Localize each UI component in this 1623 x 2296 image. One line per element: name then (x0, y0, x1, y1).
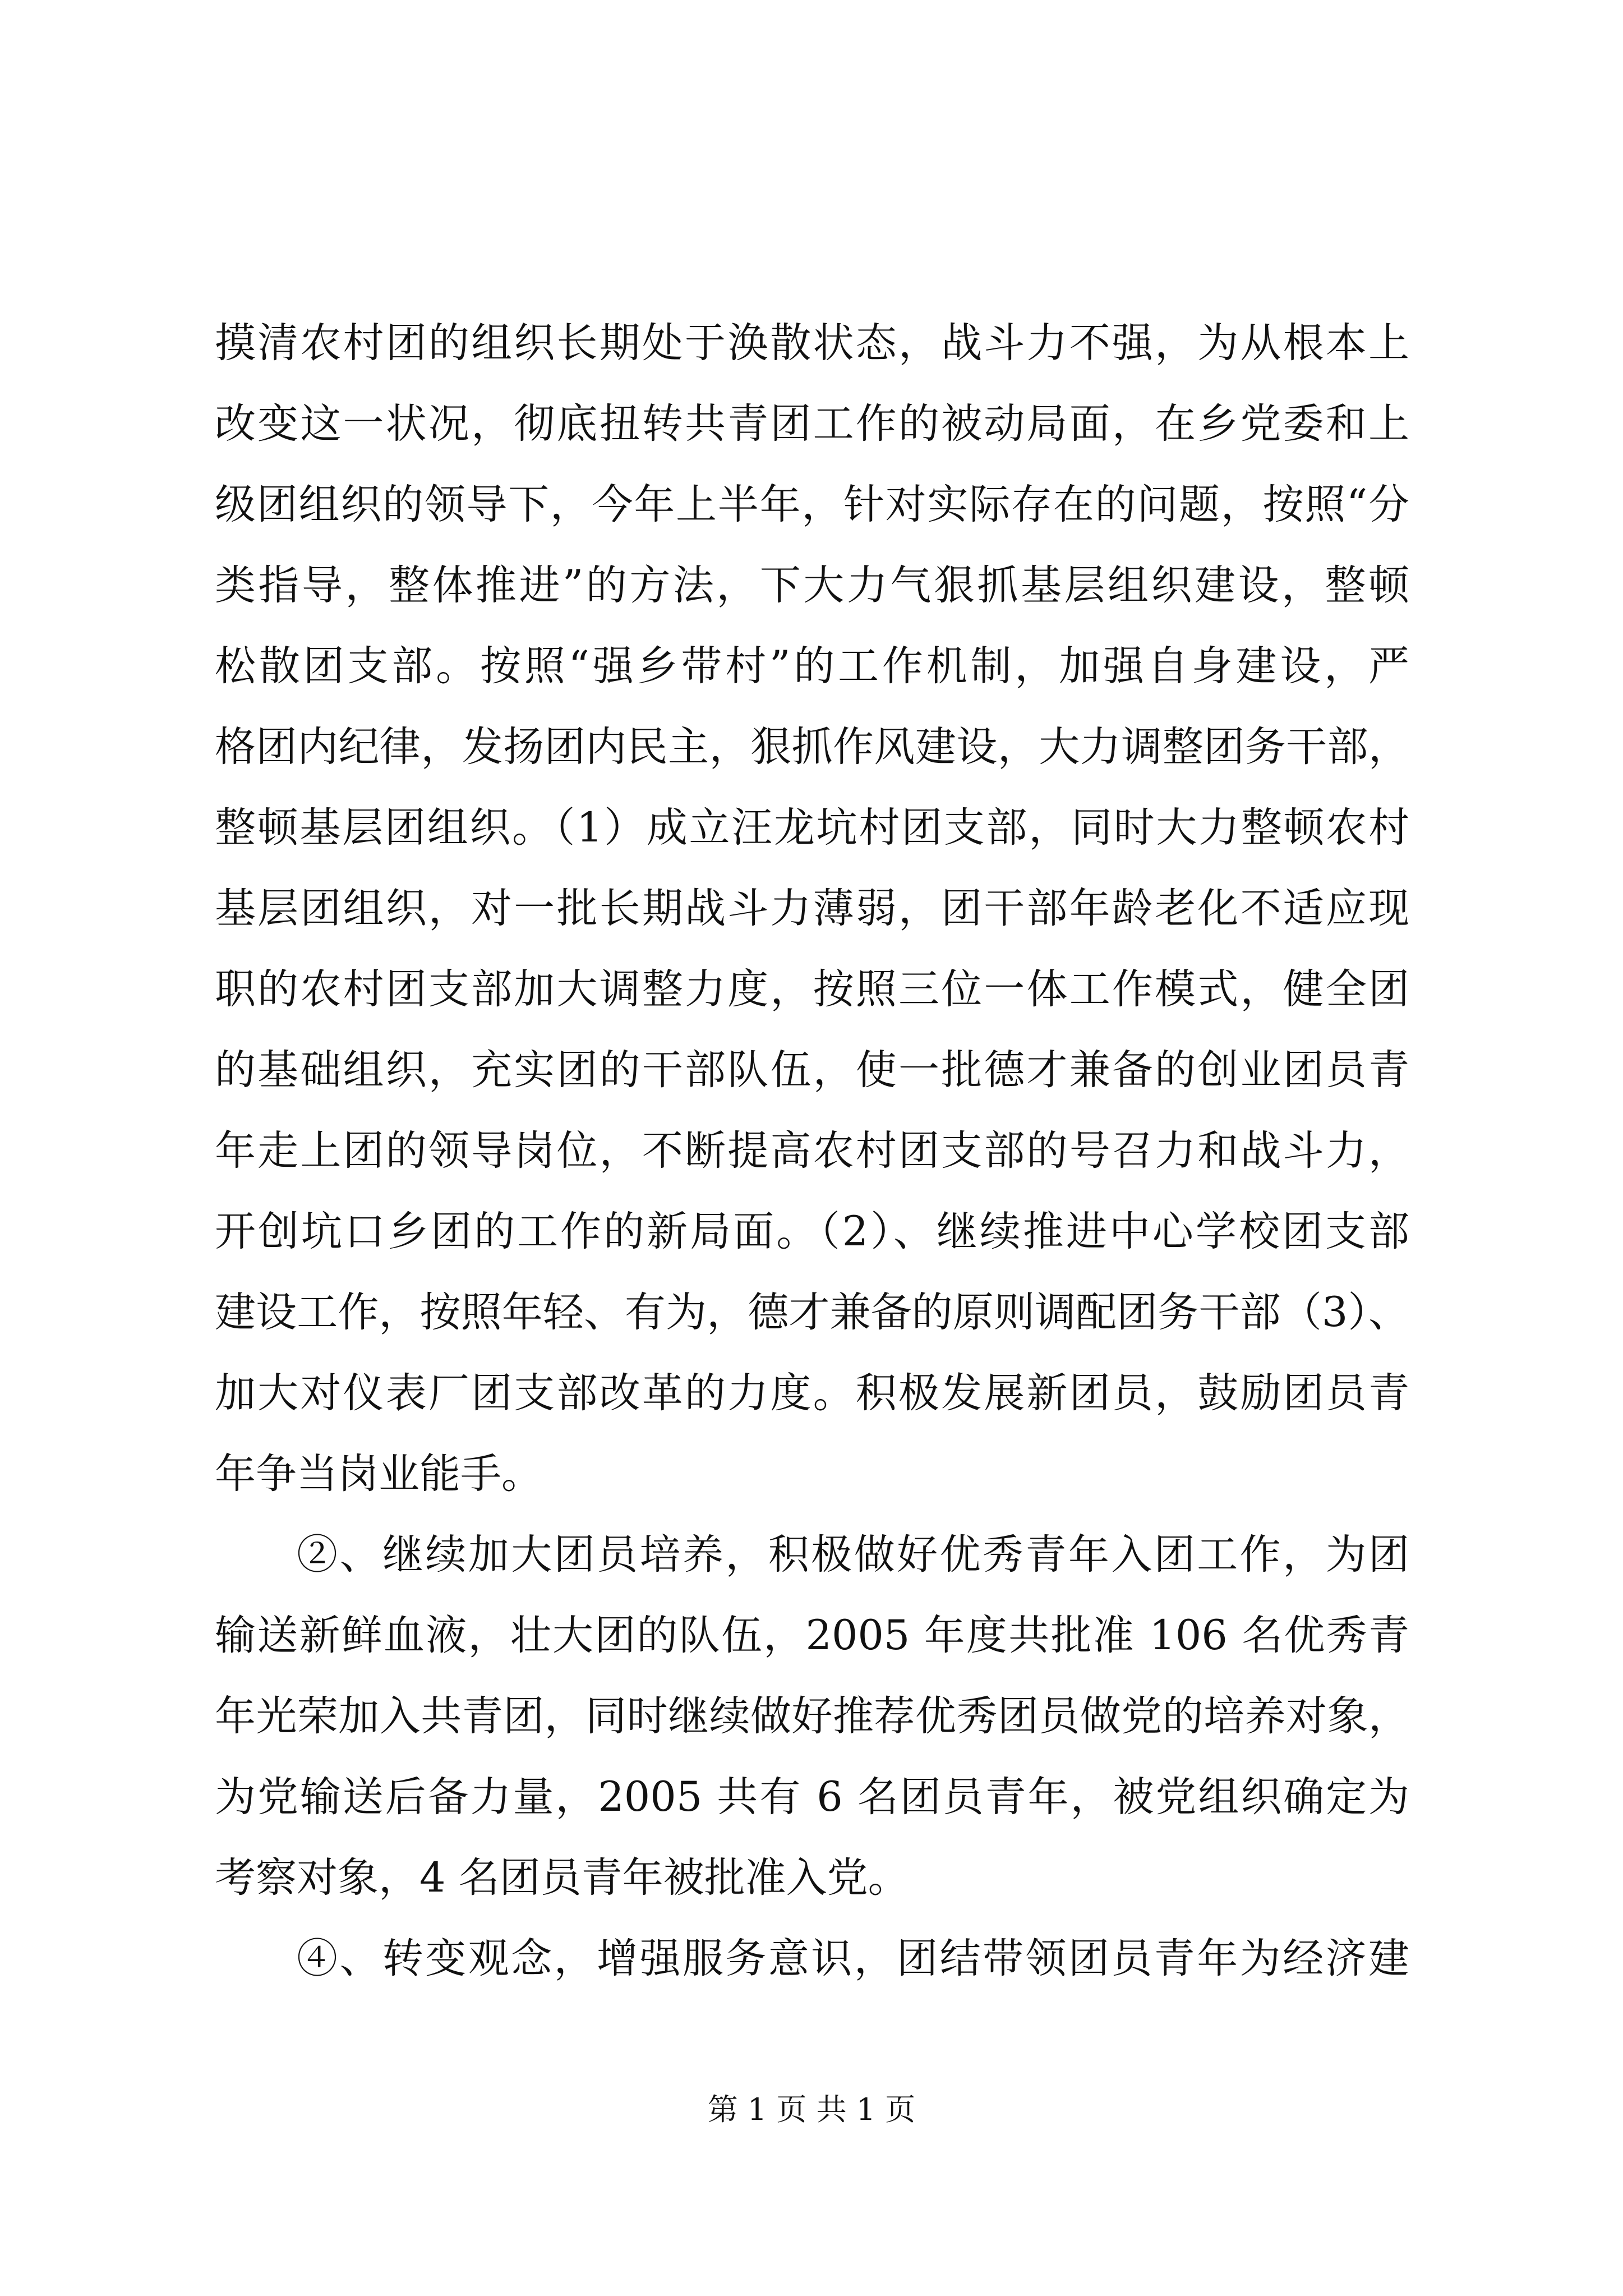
text-line: 基层团组织，对一批长期战斗力薄弱，团干部年龄老化不适应现 (215, 885, 1409, 932)
text-line: 改变这一状况，彻底扭转共青团工作的被动局面，在乡党委和上 (215, 400, 1409, 448)
text-line: 年争当岗业能手。 (215, 1450, 542, 1498)
text-line: 为党输送后备力量，2005 共有 6 名团员青年，被党组织确定为 (215, 1773, 1409, 1821)
text-line: 整顿基层团组织。（1）成立汪龙坑村团支部，同时大力整顿农村 (215, 804, 1409, 852)
text-line: 年走上团的领导岗位，不断提高农村团支部的号召力和战斗力， (215, 1127, 1409, 1175)
text-line: ④、转变观念，增强服务意识，团结带领团员青年为经济建 (297, 1935, 1409, 1982)
text-line: 类指导，整体推进”的方法，下大力气狠抓基层组织建设，整顿 (215, 562, 1409, 609)
text-line: ②、继续加大团员培养，积极做好优秀青年入团工作，为团 (297, 1531, 1409, 1579)
text-line: 年光荣加入共青团，同时继续做好推荐优秀团员做党的培养对象， (215, 1692, 1409, 1740)
text-line: 输送新鲜血液，壮大团的队伍，2005 年度共批准 106 名优秀青 (215, 1612, 1409, 1659)
body-text (215, 303, 1409, 1999)
text-line: 摸清农村团的组织长期处于涣散状态，战斗力不强，为从根本上 (215, 319, 1409, 367)
text-line: 加大对仪表厂团支部改革的力度。积极发展新团员，鼓励团员青 (215, 1369, 1409, 1417)
text-line: 建设工作，按照年轻、有为，德才兼备的原则调配团务干部（3）、 (215, 1289, 1409, 1336)
page-number-footer: 第 1 页 共 1 页 (707, 2092, 916, 2127)
text-line: 职的农村团支部加大调整力度，按照三位一体工作模式，健全团 (215, 965, 1409, 1013)
text-line: 格团内纪律，发扬团内民主，狠抓作风建设，大力调整团务干部， (215, 723, 1409, 771)
text-line: 级团组织的领导下，今年上半年，针对实际存在的问题，按照“分 (215, 481, 1409, 528)
text-line: 开创坑口乡团的工作的新局面。（2）、继续推进中心学校团支部 (215, 1208, 1409, 1255)
text-line: 的基础组织，充实团的干部队伍，使一批德才兼备的创业团员青 (215, 1046, 1409, 1094)
text-line: 考察对象，4 名团员青年被批准入党。 (215, 1854, 909, 1902)
text-line: 松散团支部。按照“强乡带村”的工作机制，加强自身建设，严 (215, 642, 1409, 690)
